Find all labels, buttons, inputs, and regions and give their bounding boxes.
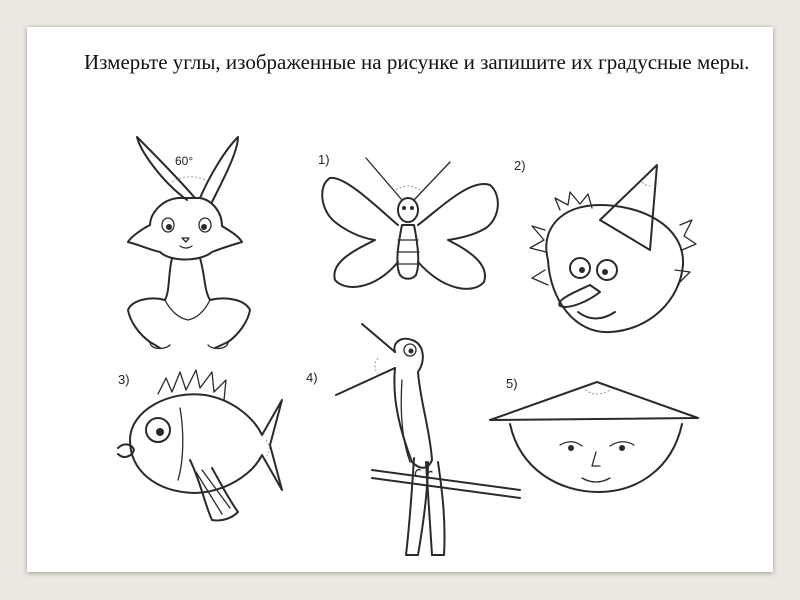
figure-label-5: 5) <box>506 376 518 391</box>
slide <box>27 27 773 572</box>
fish-icon <box>118 370 282 521</box>
figure-label-4: 4) <box>306 370 318 385</box>
bird-icon <box>336 324 520 555</box>
figure-label-2: 2) <box>514 158 526 173</box>
figure-label-1: 1) <box>318 152 330 167</box>
boy-with-cone-hat-icon <box>530 165 696 332</box>
figure-label-3: 3) <box>118 372 130 387</box>
rabbit-icon <box>128 137 250 348</box>
task-text: Измерьте углы, изображенные на рисунке и запишите их градусные меры. <box>84 50 750 74</box>
child-with-conical-hat-icon <box>490 382 698 492</box>
butterfly-icon <box>322 158 498 289</box>
angles-illustration <box>27 27 773 572</box>
angle-label-60: 60° <box>175 154 194 168</box>
